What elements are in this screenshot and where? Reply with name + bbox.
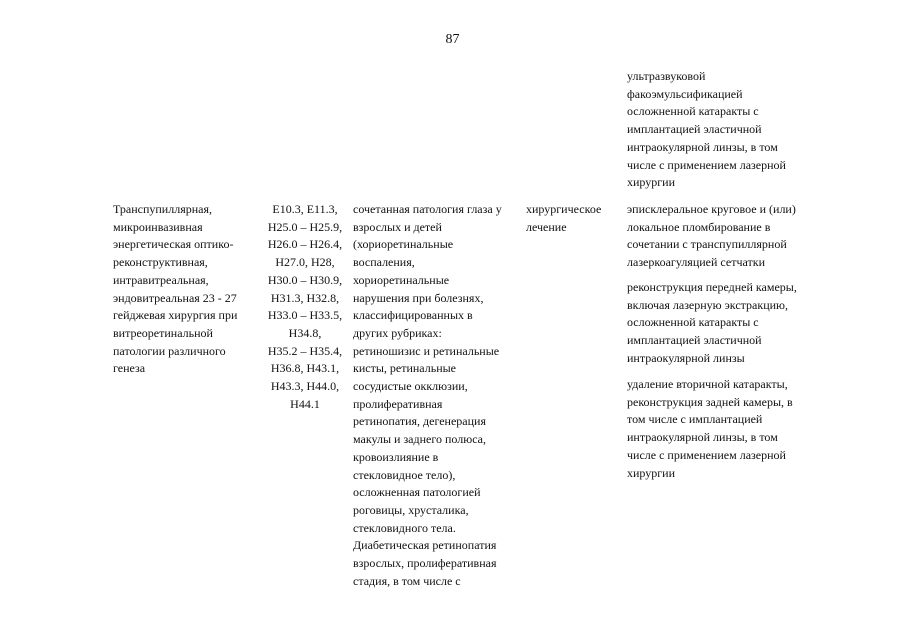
text-line: кровоизлияние в	[353, 449, 439, 464]
text-line: роговицы, хрусталика,	[353, 502, 469, 517]
text-line: (хориоретинальные	[353, 237, 454, 252]
text-line: взрослых, пролиферативная	[353, 556, 497, 571]
text-line: осложненной катаракты с	[627, 104, 759, 119]
text-line: H27.0, H28,	[275, 255, 335, 270]
text-line: генеза	[113, 361, 146, 376]
text-line: H33.0 – H33.5,	[267, 308, 343, 323]
text-line: ультразвуковой	[627, 69, 706, 83]
text-line: интраокулярной линзы, в том	[627, 139, 778, 154]
icd-codes-cell	[262, 201, 348, 413]
text-line: воспаления,	[353, 255, 415, 270]
treatment-method-3	[627, 376, 812, 482]
text-line: реконструктивная,	[113, 255, 208, 270]
text-line: H44.1	[290, 396, 320, 411]
text-line: других рубриках:	[353, 325, 442, 340]
text-line: нарушения при болезнях,	[353, 290, 484, 305]
treatment-method-2	[627, 279, 812, 368]
text-line: интраокулярной линзы	[627, 350, 745, 365]
text-line: Транспупиллярная,	[113, 202, 212, 216]
text-line: эндовитреальная 23 - 27	[113, 290, 237, 305]
text-line: H25.0 – H25.9,	[267, 219, 343, 234]
text-line: реконструкция передней камеры,	[627, 280, 797, 294]
text-line: числе с применением лазерной	[627, 447, 786, 462]
text-line: включая лазерную экстракцию,	[627, 297, 789, 312]
text-line: H26.0 – H26.4,	[267, 237, 343, 252]
text-line: сочетании с транспупиллярной	[627, 237, 787, 252]
text-line: стадия, в том числе с	[353, 573, 461, 588]
text-line: H34.8,	[288, 325, 322, 340]
text-line: H30.0 – H30.9,	[267, 272, 343, 287]
text-line: осложненная патологией	[353, 485, 481, 500]
text-line: хирургии	[627, 465, 676, 480]
text-line: ретиношизис и ретинальные	[353, 343, 500, 358]
text-line: H35.2 – H35.4,	[267, 343, 343, 358]
text-line: интраокулярной линзы, в том	[627, 430, 778, 445]
text-line: осложненной катаракты с	[627, 315, 759, 330]
text-line: энергетическая оптико-	[113, 237, 234, 252]
text-line: удаление вторичной катаракты,	[627, 377, 788, 391]
text-line: Диабетическая ретинопатия	[353, 538, 497, 553]
text-line: числе с применением лазерной	[627, 157, 786, 172]
text-line: хирургии	[627, 175, 676, 190]
text-line: хирургическое	[526, 202, 602, 216]
text-line: локальное пломбирование в	[627, 219, 771, 234]
text-line: лазеркоагуляцией сетчатки	[627, 255, 766, 270]
text-line: классифицированных в	[353, 308, 473, 323]
text-line: пролиферативная	[353, 396, 443, 411]
continued-treatment-cell	[627, 68, 812, 192]
text-line: H36.8, H43.1,	[270, 361, 340, 376]
text-line: взрослых и детей	[353, 219, 442, 234]
text-line: сочетанная патология глаза у	[353, 202, 502, 216]
text-line: макулы и заднего полюса,	[353, 432, 487, 447]
text-line: кисты, ретинальные	[353, 361, 457, 376]
text-line: микроинвазивная	[113, 219, 203, 234]
text-line: патологии различного	[113, 343, 226, 358]
text-line: H31.3, H32.8,	[270, 290, 340, 305]
treatment-method-1	[627, 201, 812, 272]
text-line: эписклеральное круговое и (или)	[627, 202, 796, 216]
text-line: стекловидного тела.	[353, 520, 456, 535]
text-line: имплантацией эластичной	[627, 333, 762, 348]
text-line: сосудистые окклюзии,	[353, 379, 468, 394]
text-line: интравитреальная,	[113, 272, 209, 287]
text-line: факоэмульсификацией	[627, 86, 743, 101]
page-number: 87	[445, 32, 460, 47]
treatment-type-cell	[526, 201, 622, 236]
text-line: реконструкция задней камеры, в	[627, 394, 793, 409]
text-line: имплантацией эластичной	[627, 122, 762, 137]
text-line: E10.3, E11.3,	[272, 202, 338, 216]
text-line: гейджевая хирургия при	[113, 308, 238, 323]
text-line: H43.3, H44.0,	[270, 379, 340, 394]
text-line: ретинопатия, дегенерация	[353, 414, 486, 429]
text-line: витреоретинальной	[113, 325, 213, 340]
text-line: том числе с имплантацией	[627, 412, 763, 427]
text-line: лечение	[526, 219, 567, 234]
method-name-cell	[113, 201, 255, 378]
text-line: хориоретинальные	[353, 272, 450, 287]
pathology-cell	[353, 201, 523, 590]
text-line: стекловидное тело),	[353, 467, 456, 482]
